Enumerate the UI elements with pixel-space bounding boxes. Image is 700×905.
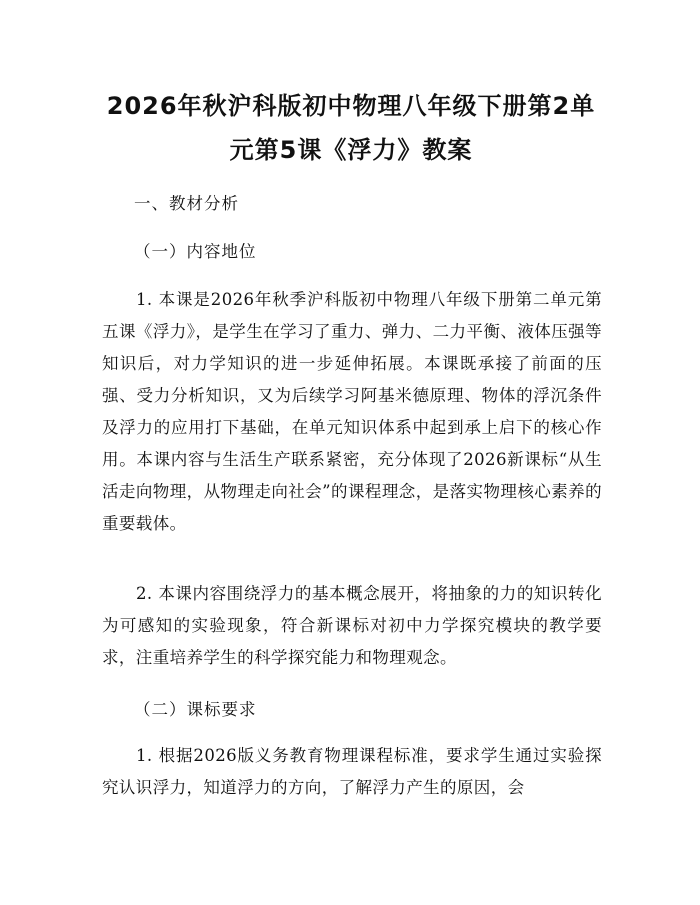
paragraph-content-position-1: 1. 本课是2026年秋季沪科版初中物理八年级下册第二单元第五课《浮力》，是学生在学习了重力、弹力、二力平衡、液体压强等知识后，对力学知识的进一步延伸拓展。本课既承接了前面的压强、受力分析知识，又为后续学习阿基米德原理、物体的浮沉条件及浮力的应用打下基础，在单元知识体系中起到承上启下的核心作用。本课内容与生活生产联系紧密，充分体现了2026新课标“从生活走向物理，从物理走向社会”的课程理念，是落实物理核心素养的重要载体。 (102, 290, 602, 533)
subsection-heading-curriculum-requirements: （二）课标要求 (134, 700, 257, 719)
section-heading-teaching-material-analysis: 一、教材分析 (134, 194, 239, 213)
document-title: 2026年秋沪科版初中物理八年级下册第2单元第5课《浮力》教案 (106, 92, 596, 164)
subsection-heading-content-position: （一）内容地位 (134, 242, 257, 261)
paragraph-content-position-2: 2. 本课内容围绕浮力的基本概念展开，将抽象的力的知识转化为可感知的实验现象，符合新课标对初中力学探究模块的教学要求，注重培养学生的科学探究能力和物理观念。 (102, 584, 602, 667)
paragraph-curriculum-requirements-1: 1. 根据2026版义务教育物理课程标准，要求学生通过实验探究认识浮力，知道浮力的方向，了解浮力产生的原因，会 (102, 746, 602, 797)
